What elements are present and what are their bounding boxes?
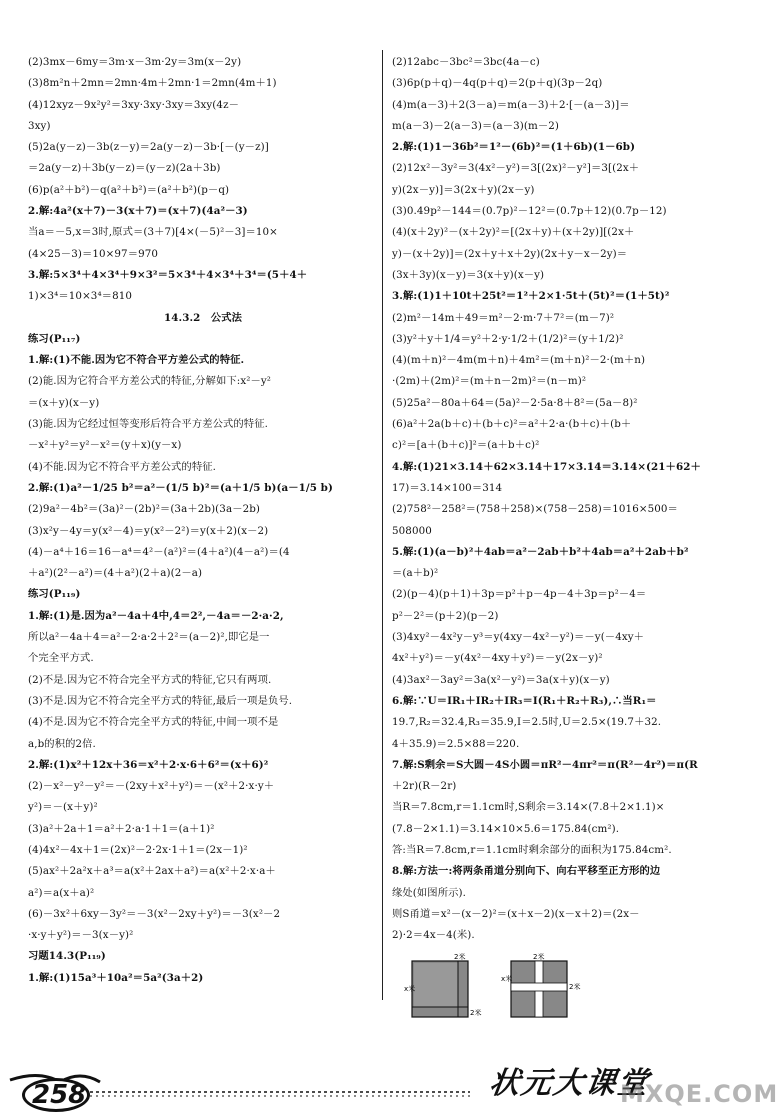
right-col-line: 508000 xyxy=(392,524,432,537)
left-col-line: (5)2a(y－z)－3b(z－y)＝2a(y－z)－3b·[－(y－z)] xyxy=(28,141,269,154)
left-col-line: 3.解:5×3⁴＋4×3⁴＋9×3²＝5×3⁴＋4×3⁴＋3⁴＝(5＋4＋ xyxy=(28,268,308,281)
left-col-line: ·x·y＋y²)＝－3(x－y)² xyxy=(28,929,134,942)
right-col-line: 答:当R＝7.8cm,r＝1.1cm时剩余部分的面积为175.84cm². xyxy=(392,843,672,856)
right-col-line: (3)0.49p²－144＝(0.7p)²－12²＝(0.7p＋12)(0.7p－12) xyxy=(392,205,667,218)
left-col-line: (3)8m²n＋2mn＝2mn·4m＋2mn·1＝2mn(4m＋1) xyxy=(28,77,277,90)
left-col-line: (2)不是.因为它不符合完全平方式的特征,它只有两项. xyxy=(28,673,272,686)
right-col-line: ＋2r)(R－2r) xyxy=(392,780,457,793)
right-col-line: (7.8－2×1.1)＝3.14×10×5.6＝175.84(cm²). xyxy=(392,822,620,835)
left-col-line: (2)能.因为它符合平方差公式的特征,分解如下:x²－y² xyxy=(28,375,272,388)
right-col-line: y)(2x－y)]＝3(2x＋y)(2x－y) xyxy=(392,183,535,196)
right-col-line: 8.解:方法一:将两条甬道分别向下、向右平移至正方形的边 xyxy=(392,865,661,878)
fig1-label-left: x米 xyxy=(404,985,416,993)
left-col-line: 个完全平方式. xyxy=(28,652,94,665)
right-col-line: p²－2²＝(p＋2)(p－2) xyxy=(392,609,499,622)
left-col-line: (4)4x²－4x＋1＝(2x)²－2·2x·1＋1＝(2x－1)² xyxy=(28,843,248,856)
right-col-line: (4)(m＋n)²－4m(m＋n)＋4m²＝(m＋n)²－2·(m＋n) xyxy=(392,354,646,367)
right-col-line: 17)＝3.14×100＝314 xyxy=(392,481,503,494)
left-col-line: (3)x²y－4y＝y(x²－4)＝y(x²－2²)＝y(x＋2)(x－2) xyxy=(28,524,269,537)
right-col-line: (6)a²＋2a(b＋c)＋(b＋c)²＝a²＋2·a·(b＋c)＋(b＋ xyxy=(392,418,632,431)
left-col-line: (4)不是.因为它不符合完全平方式的特征,中间一项不是 xyxy=(28,716,279,729)
right-col-line: 5.解:(1)(a－b)²＋4ab＝a²－2ab＋b²＋4ab＝a²＋2ab＋b² xyxy=(392,545,689,558)
right-col-line: (3)y²＋y＋1/4＝y²＋2·y·1/2＋(1/2)²＝(y＋1/2)² xyxy=(392,332,624,345)
left-col-line: 所以a²－4a＋4＝a²－2·a·2＋2²＝(a－2)²,即它是一 xyxy=(28,631,270,644)
right-col-line: (2)(p－4)(p＋1)＋3p＝p²＋p－4p－4＋3p＝p²－4＝ xyxy=(392,588,647,601)
left-col-line: 习题14.3(P₁₁₉) xyxy=(28,950,106,963)
right-col-line: (2)758²－258²＝(758＋258)×(758－258)＝1016×500＝ xyxy=(392,503,678,516)
right-col-line: 4x²＋y²)＝－y(4x²－4xy＋y²)＝－y(2x－y)² xyxy=(392,652,603,665)
right-col-line: (3x＋3y)(x－y)＝3(x＋y)(x－y) xyxy=(392,268,545,281)
right-col-line: (3)4xy²－4x²y－y³＝y(4xy－4x²－y²)＝－y(－4xy＋ xyxy=(392,631,645,644)
right-col-line: (3)6p(p＋q)－4q(p＋q)＝2(p＋q)(3p－2q) xyxy=(392,77,603,90)
page-number: 258 xyxy=(32,1080,87,1110)
left-col-line: (3)不是.因为它不符合完全平方式的特征,最后一项是负号. xyxy=(28,694,293,707)
left-col-line: (2)9a²－4b²＝(3a)²－(2b)²＝(3a＋2b)(3a－2b) xyxy=(28,503,261,516)
left-col-line: 2.解:(1)a²－1/25 b²＝a²－(1/5 b)²＝(a＋1/5 b)(a－1/5 b) xyxy=(28,481,333,494)
left-col-line: (4×25－3)＝10×97＝970 xyxy=(28,247,159,260)
left-col-line: a,b的积的2倍. xyxy=(28,737,96,750)
left-col-line: (6)p(a²＋b²)－q(a²＋b²)＝(a²＋b²)(p－q) xyxy=(28,183,230,196)
left-col-line: 14.3.2 公式法 xyxy=(163,311,242,324)
right-col-line: 2)·2＝4x－4(米). xyxy=(392,929,475,942)
right-column xyxy=(392,52,732,946)
left-col-line: 1)×3⁴＝10×3⁴＝810 xyxy=(28,290,133,303)
right-col-line: (5)25a²－80a＋64＝(5a)²－2·5a·8＋8²＝(5a－8)² xyxy=(392,396,638,409)
left-col-line: 当a＝－5,x＝3时,原式＝(3＋7)[4×(－5)²－3]＝10× xyxy=(28,226,278,239)
right-col-line: 3.解:(1)1＋10t＋25t²＝1²＋2×1·5t＋(5t)²＝(1＋5t)² xyxy=(392,290,670,303)
right-col-line: 当R＝7.8cm,r＝1.1cm时,S剩余＝3.14×(7.8＋2×1.1)× xyxy=(392,801,665,814)
figure-area xyxy=(404,955,594,1025)
right-col-line: ·(2m)＋(2m)²＝(m＋n－2m)²＝(n－m)² xyxy=(392,375,587,388)
right-col-line: 6.解:∵U＝IR₁＋IR₂＋IR₃＝I(R₁＋R₂＋R₃),∴当R₁＝ xyxy=(392,694,657,707)
left-col-line: (4)12xyz－9x²y²＝3xy·3xy·3xy＝3xy(4z－ xyxy=(28,98,239,111)
left-col-line: ＝2a(y－z)＋3b(y－z)＝(y－z)(2a＋3b) xyxy=(28,162,221,175)
left-col-line: (4)不能.因为它不符合平方差公式的特征. xyxy=(28,460,216,473)
left-col-line: 1.解:(1)是.因为a²－4a＋4中,4＝2²,－4a＝－2·a·2, xyxy=(28,609,284,622)
left-col-line: (2)－x²－y²－y²＝－(2xy＋x²＋y²)＝－(x²＋2·x·y＋ xyxy=(28,780,275,793)
left-col-line: (4)－a⁴＋16＝16－a⁴＝4²－(a²)²＝(4＋a²)(4－a²)＝(4 xyxy=(28,545,290,558)
right-col-line: ＝(a＋b)² xyxy=(392,567,439,580)
left-col-line: 3xy) xyxy=(28,119,51,132)
right-col-line: m(a－3)－2(a－3)＝(a－3)(m－2) xyxy=(392,119,560,132)
watermark: MXQE.COM xyxy=(620,1080,778,1108)
left-col-line: ＋a²)(2²－a²)＝(4＋a²)(2＋a)(2－a) xyxy=(28,567,203,580)
right-col-line: 7.解:S剩余＝S大圆－4S小圆＝πR²－4πr²＝π(R²－4r²)＝π(R xyxy=(392,758,698,771)
fig2-label-right: 2米 xyxy=(569,983,581,991)
right-col-line: 4.解:(1)21×3.14＋62×3.14＋17×3.14＝3.14×(21＋62＋ xyxy=(392,460,701,473)
left-column xyxy=(28,52,378,989)
right-col-line: (4)m(a－3)＋2(3－a)＝m(a－3)＋2·[－(a－3)]＝ xyxy=(392,98,630,111)
right-col-line: 则S甬道＝x²－(x－2)²＝(x＋x－2)(x－x＋2)＝(2x－ xyxy=(392,907,640,920)
fig1-label-right: 2米 xyxy=(470,1009,482,1017)
right-col-line: (4)3ax²－3ay²＝3a(x²－y²)＝3a(x＋y)(x－y) xyxy=(392,673,610,686)
right-col-line: 4＋35.9)＝2.5×88＝220. xyxy=(392,737,520,750)
right-col-line: (2)12x²－3y²＝3(4x²－y²)＝3[(2x)²－y²]＝3[(2x＋ xyxy=(392,162,640,175)
brand-logo: 状元大课堂 xyxy=(487,1066,652,1101)
right-col-line: 2.解:(1)1－36b²＝1²－(6b)²＝(1＋6b)(1－6b) xyxy=(392,141,636,154)
right-col-line: 缘处(如图所示). xyxy=(392,886,466,899)
fig2-label-left: x米 xyxy=(501,975,513,983)
right-col-line: (4)(x＋2y)²－(x＋2y)²＝[(2x＋y)＋(x＋2y)][(2x＋ xyxy=(392,226,635,239)
left-col-line: 2.解:4a²(x＋7)－3(x＋7)＝(x＋7)(4a²－3) xyxy=(28,205,248,218)
left-col-line: a²)＝a(x＋a)² xyxy=(28,886,95,899)
figure-square-cross-paths xyxy=(499,955,599,1025)
right-col-line: (2)m²－14m＋49＝m²－2·m·7＋7²＝(m－7)² xyxy=(392,311,615,324)
left-col-line: 2.解:(1)x²＋12x＋36＝x²＋2·x·6＋6²＝(x＋6)² xyxy=(28,758,269,771)
left-col-line: 1.解:(1)15a³＋10a²＝5a²(3a＋2) xyxy=(28,971,204,984)
left-col-line: 练习(P₁₁₇) xyxy=(28,332,81,345)
right-col-line: 19.7,R₂＝32.4,R₃＝35.9,I＝2.5时,U＝2.5×(19.7＋32. xyxy=(392,716,662,729)
column-divider xyxy=(382,50,383,1000)
left-col-line: (3)a²＋2a＋1＝a²＋2·a·1＋1＝(a＋1)² xyxy=(28,822,215,835)
fig1-label-top: 2米 xyxy=(454,953,466,961)
left-col-line: y²)＝－(x＋y)² xyxy=(28,801,98,814)
left-col-line: ＝(x＋y)(x－y) xyxy=(28,396,100,409)
right-col-line: y)－(x＋2y)]＝(2x＋y＋x＋2y)(2x＋y－x－2y)＝ xyxy=(392,247,628,260)
left-col-line: (2)3mx－6my＝3m·x－3m·2y＝3m(x－2y) xyxy=(28,56,242,68)
figure-square-shifted-paths xyxy=(404,955,484,1025)
left-col-line: (5)ax²＋2a²x＋a³＝a(x²＋2ax＋a²)＝a(x²＋2·x·a＋ xyxy=(28,865,276,878)
right-col-line: c)²＝[a＋(b＋c)]²＝(a＋b＋c)² xyxy=(392,439,540,452)
right-col-line: (2)12abc－3bc²＝3bc(4a－c) xyxy=(392,56,540,68)
left-col-line: －x²＋y²＝y²－x²＝(y＋x)(y－x) xyxy=(28,439,182,452)
fig2-label-top: 2米 xyxy=(533,953,545,961)
left-col-line: (3)能.因为它经过恒等变形后符合平方差公式的特征. xyxy=(28,418,268,431)
left-col-line: 练习(P₁₁₉) xyxy=(28,588,81,601)
left-col-line: (6)－3x²＋6xy－3y²＝－3(x²－2xy＋y²)＝－3(x²－2 xyxy=(28,907,281,920)
left-col-line: 1.解:(1)不能.因为它不符合平方差公式的特征. xyxy=(28,354,245,367)
